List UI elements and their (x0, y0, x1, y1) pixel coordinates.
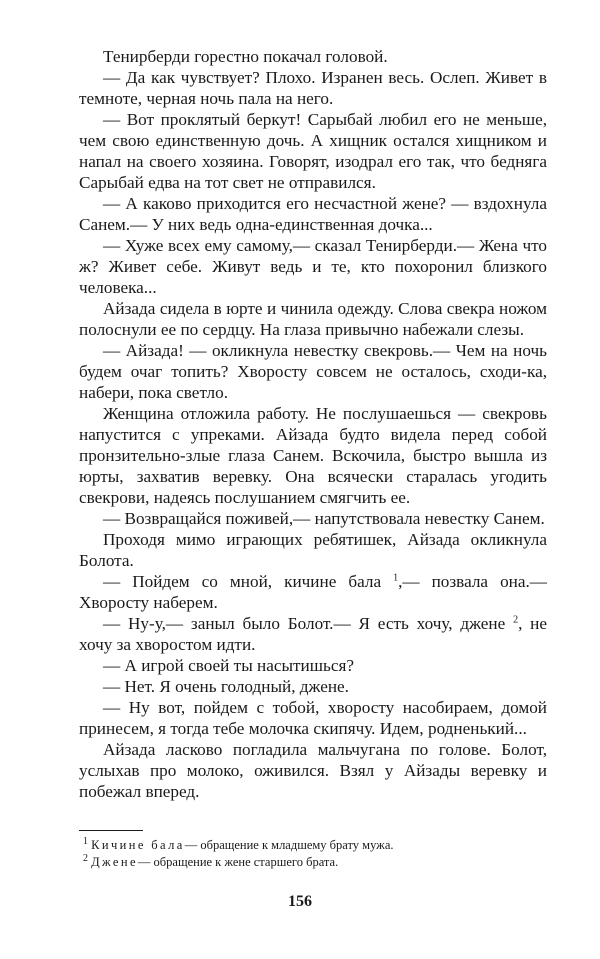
paragraph-2: — Да как чувствует? Плохо. Изранен весь. Ослеп. Живет в темноте, черная ночь пала на него. (79, 68, 547, 108)
footnote-ref-1: 1 (393, 572, 399, 584)
paragraph-12 (79, 613, 547, 655)
footnote-text: — обращение к младшему брату мужа. (184, 838, 394, 852)
footnote-text: — обращение к жене старшего брата. (137, 855, 339, 869)
paragraph-8: Женщина отложила работу. Не послушаешься — свекровь напустится с упреками. Айзада будто видела перед собой пронзительно-злые глаза Санем. Вскочила, быстро вышла из юрты, захватив веревку. Она всячески старалась угодить свекрови, надеясь послушанием смягчить ее. (79, 404, 547, 507)
footnote-term: Кичине бала (91, 838, 185, 852)
footnote-divider (79, 830, 143, 831)
paragraph-12-text: — Ну-у,— заныл было Болот.— Я есть хочу, джене (103, 614, 514, 633)
paragraph-5: — Хуже всех ему самому,— сказал Тенирберди.— Жена что ж? Живет себе. Живут ведь и те, кто похоронил близкого человека... (79, 236, 547, 297)
footnotes (79, 837, 547, 871)
paragraph-11 (79, 571, 547, 613)
paragraph-16: Айзада ласково погладила мальчугана по голове. Болот, услыхав про молоко, оживился. Взял у Айзады веревку и побежал вперед. (79, 740, 547, 801)
paragraph-9: — Возвращайся поживей,— напутствовала невестку Санем. (103, 509, 545, 528)
paragraph-7: — Айзада! — окликнула невестку свекровь.— Чем на ночь будем очаг топить? Хворосту совсем не осталось, сходи-ка, набери, пока светло. (79, 341, 547, 402)
page-body (79, 46, 547, 802)
paragraph-4: — А каково приходится его несчастной жене? — вздохнула Санем.— У них ведь одна-единственная дочка... (79, 194, 547, 234)
paragraph-11-text: — Пойдем со мной, кичине бала (103, 572, 394, 591)
paragraph-13: — А игрой своей ты насытишься? (103, 656, 354, 675)
footnote-number: 1 (83, 835, 88, 847)
paragraph-3: — Вот проклятый беркут! Сарыбай любил его не меньше, чем свою единственную дочь. А хищник остался хищником и напал на своего хозяина. Говорят, изодрал его так, что бедняга Сарыбай едва на тот свет не отправился. (79, 110, 547, 192)
page-number: 156 (288, 893, 312, 910)
paragraph-10: Проходя мимо играющих ребятишек, Айзада окликнула Болота. (79, 530, 547, 570)
paragraph-1: Тенирберди горестно покачал головой. (103, 47, 388, 66)
footnote-ref-2: 2 (513, 614, 519, 626)
paragraph-11-text-cont: ,— позвала она.— Хворосту наберем. (79, 572, 547, 612)
footnote-1 (79, 837, 547, 854)
paragraph-6: Айзада сидела в юрте и чинила одежду. Слова свекра ножом полоснули ее по сердцу. На глаза привычно набежали слезы. (79, 299, 547, 339)
paragraph-12-text-cont: , не хочу за хворостом идти. (79, 614, 548, 654)
footnote-term: Джене (91, 855, 138, 869)
footnote-number: 2 (83, 852, 88, 864)
paragraph-15: — Ну вот, пойдем с тобой, хворосту насобираем, домой принесем, я тогда тебе молочка скипячу. Идем, родненький... (79, 698, 547, 738)
paragraph-14: — Нет. Я очень голодный, джене. (103, 677, 349, 696)
footnote-2 (79, 854, 547, 871)
